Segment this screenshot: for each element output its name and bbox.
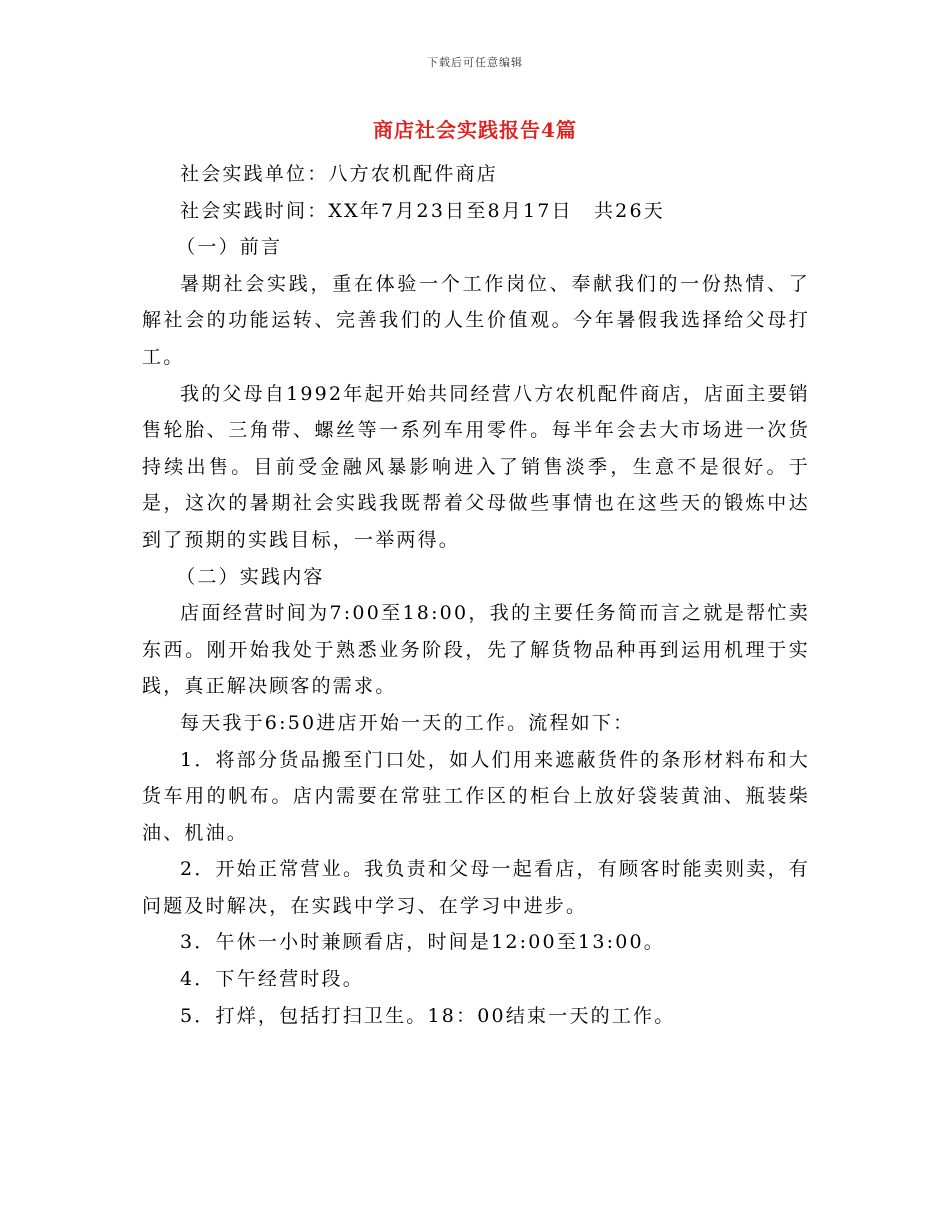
list-item-step-1: 1．将部分货品搬至门口处，如人们用来遮蔽货件的条形材料布和大货车用的帆布。店内需要在常驻工作区的柜台上放好袋装黄油、瓶装柴油、机油。 [142,748,810,844]
practice-unit-line: 社会实践单位：八方农机配件商店 [180,163,499,185]
section-heading-preface: （一）前言 [176,236,283,259]
paragraph-hours: 店面经营时间为7:00至18:00，我的主要任务简而言之就是帮忙卖东西。刚开始我处于熟悉业务阶段，先了解货物品种再到运用机理于实践，真正解决顾客的需求。 [142,602,810,698]
paragraph-background: 我的父母自1992年起开始共同经营八方农机配件商店，店面主要销售轮胎、三角带、螺丝等一系列车用零件。每半年会去大市场进一次货持续出售。目前受金融风暴影响进入了销售淡季，生意不是很好。于是，这次的暑期社会实践我既帮着父母做些事情也在这些天的锻炼中达到了预期的实践目标，一举两得。 [142,382,810,551]
header-note: 下载后可任意编辑 [427,56,523,69]
list-item-step-2: 2．开始正常营业。我负责和父母一起看店，有顾客时能卖则卖，有问题及时解决，在实践中学习、在学习中进步。 [142,858,810,917]
list-item-step-4: 4．下午经营时段。 [180,968,364,991]
document-title: 商店社会实践报告4篇 [373,118,577,142]
document-body [142,156,810,1034]
paragraph-daily-start: 每天我于6:50进店开始一天的工作。流程如下： [180,711,635,734]
paragraph-preface: 暑期社会实践，重在体验一个工作岗位、奉献我们的一份热情、了解社会的功能运转、完善我们的人生价值观。今年暑假我选择给父母打工。 [142,272,810,368]
practice-time-line: 社会实践时间：XX年7月23日至8月17日 共26天 [180,199,665,222]
list-item-step-5: 5．打烊，包括打扫卫生。18：00结束一天的工作。 [180,1004,676,1027]
list-item-step-3: 3．午休一小时兼顾看店，时间是12:00至13:00。 [180,931,665,954]
section-heading-content: （二）实践内容 [176,565,325,588]
